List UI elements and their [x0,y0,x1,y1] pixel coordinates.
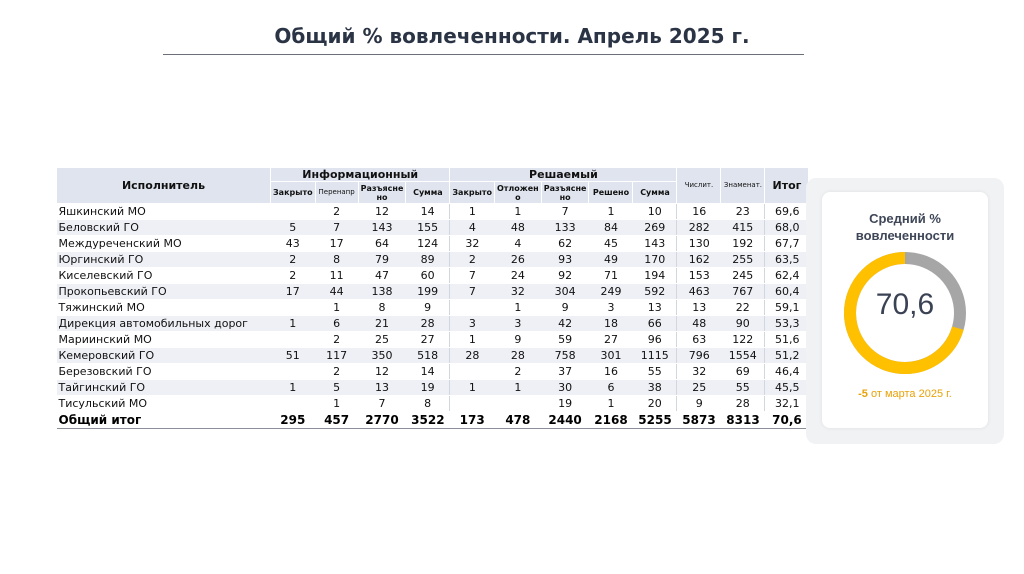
table-cell: 758 [541,348,589,364]
table-cell: 1 [494,204,541,220]
table-cell: 130 [677,236,721,252]
table-row [57,364,809,380]
table-cell: 1 [494,300,541,316]
row-executor: Тисульский МО [57,396,271,412]
table-cell [271,300,316,316]
delta-text: от марта 2025 г. [867,388,952,400]
table-cell: 63 [677,332,721,348]
table-cell [271,364,316,380]
table-cell: 12 [358,204,406,220]
table-cell: 592 [633,284,677,300]
table-row [57,300,809,316]
header-info-redirected: Перенапр [315,182,358,204]
table-cell: 23 [721,204,765,220]
card-title-line2: вовлеченности [855,228,955,243]
row-executor: Березовский ГО [57,364,271,380]
header-denominator: Знаменат. [721,168,765,204]
table-cell: 14 [406,204,450,220]
table-cell: 19 [406,380,450,396]
table-row [57,204,809,220]
table-cell: 124 [406,236,450,252]
table-cell: 48 [677,316,721,332]
table-cell: 48 [494,220,541,236]
table-cell: 14 [406,364,450,380]
table-cell: 162 [677,252,721,268]
table-cell: 66 [633,316,677,332]
total-label: Общий итог [57,412,271,429]
table-cell: 59,1 [765,300,809,316]
table-cell: 90 [721,316,765,332]
table-cell: 25 [358,332,406,348]
table-cell: 1 [450,380,495,396]
table-cell: 6 [589,380,633,396]
table-cell: 249 [589,284,633,300]
table-cell: 122 [721,332,765,348]
table-cell: 10 [633,204,677,220]
table-cell: 18 [589,316,633,332]
table-row [57,252,809,268]
table-cell: 9 [494,332,541,348]
table-cell: 518 [406,348,450,364]
row-executor: Яшкинский МО [57,204,271,220]
header-solve-closed: Закрыто [450,182,495,204]
table-cell: 13 [633,300,677,316]
table-cell: 153 [677,268,721,284]
table-cell: 64 [358,236,406,252]
header-solve-explained: Разъясне но [541,182,589,204]
header-numerator: Числит. [677,168,721,204]
total-cell: 478 [494,412,541,429]
table-cell: 4 [450,220,495,236]
table-cell: 28 [450,348,495,364]
table-cell: 143 [633,236,677,252]
header-solve-sum: Сумма [633,182,677,204]
table-row [57,380,809,396]
table-cell: 28 [721,396,765,412]
table-cell: 7 [450,284,495,300]
table-cell: 67,7 [765,236,809,252]
table-cell: 767 [721,284,765,300]
table-cell: 2 [315,364,358,380]
table-cell: 92 [541,268,589,284]
table-cell: 51 [271,348,316,364]
header-solve-postponed: Отложен о [494,182,541,204]
table-cell: 796 [677,348,721,364]
card-title-line1: Средний % [869,211,941,226]
total-cell: 5873 [677,412,721,429]
table-row [57,284,809,300]
table-cell: 282 [677,220,721,236]
table-cell: 17 [271,284,316,300]
table-cell: 138 [358,284,406,300]
header-group-info: Информационный [271,168,450,182]
table-cell: 96 [633,332,677,348]
table-cell: 350 [358,348,406,364]
table-cell: 32,1 [765,396,809,412]
table-cell: 16 [677,204,721,220]
table-cell: 59 [541,332,589,348]
table-cell: 170 [633,252,677,268]
header-itog: Итог [765,168,809,204]
table-cell: 9 [677,396,721,412]
table-cell: 19 [541,396,589,412]
table-cell: 1 [315,300,358,316]
gauge-value: 70,6 [875,288,935,321]
table-cell: 2 [315,332,358,348]
table-cell: 143 [358,220,406,236]
table-cell: 3 [589,300,633,316]
table-cell: 84 [589,220,633,236]
table-cell [271,396,316,412]
table-row [57,316,809,332]
total-cell: 8313 [721,412,765,429]
table-cell: 20 [633,396,677,412]
row-executor: Мариинский МО [57,332,271,348]
table-cell: 51,6 [765,332,809,348]
delta-value: -5 [858,388,868,400]
table-cell: 24 [494,268,541,284]
total-cell: 5255 [633,412,677,429]
table-cell: 22 [721,300,765,316]
table-cell: 30 [541,380,589,396]
table-row [57,268,809,284]
row-executor: Юргинский ГО [57,252,271,268]
table-cell: 463 [677,284,721,300]
table-cell: 51,2 [765,348,809,364]
total-cell: 295 [271,412,316,429]
table-cell: 28 [494,348,541,364]
table-cell: 21 [358,316,406,332]
table-cell: 5 [315,380,358,396]
header-info-sum: Сумма [406,182,450,204]
table-cell [271,332,316,348]
table-cell: 53,3 [765,316,809,332]
table-cell: 1 [271,380,316,396]
table-cell: 2 [494,364,541,380]
table-row [57,396,809,412]
table-cell: 8 [315,252,358,268]
table-cell: 1 [271,316,316,332]
table-cell: 11 [315,268,358,284]
table-cell: 45,5 [765,380,809,396]
table-cell: 13 [677,300,721,316]
row-executor: Междуреченский МО [57,236,271,252]
table-cell: 4 [494,236,541,252]
total-cell: 2770 [358,412,406,429]
table-cell: 89 [406,252,450,268]
table-cell: 3 [450,316,495,332]
total-cell: 457 [315,412,358,429]
engagement-card [822,192,988,428]
total-cell: 70,6 [765,412,809,429]
table-cell: 32 [494,284,541,300]
table-cell: 255 [721,252,765,268]
table-cell: 155 [406,220,450,236]
table-cell [450,364,495,380]
table-cell: 8 [406,396,450,412]
table-cell: 17 [315,236,358,252]
table-cell: 79 [358,252,406,268]
table-cell [494,396,541,412]
row-executor: Тяжинский МО [57,300,271,316]
table-cell: 71 [589,268,633,284]
row-executor: Тайгинский ГО [57,380,271,396]
table-cell: 1 [589,204,633,220]
table-cell: 7 [541,204,589,220]
table-body [57,204,809,412]
table-cell: 5 [271,220,316,236]
header-executor: Исполнитель [57,168,271,204]
table-cell: 7 [315,220,358,236]
table-cell: 7 [450,268,495,284]
table-cell: 8 [358,300,406,316]
table-cell: 38 [633,380,677,396]
table-cell: 3 [494,316,541,332]
table-cell: 2 [271,252,316,268]
table-cell: 1115 [633,348,677,364]
table-cell: 9 [406,300,450,316]
table-cell: 2 [271,268,316,284]
table-cell: 13 [358,380,406,396]
table-row [57,332,809,348]
total-cell: 3522 [406,412,450,429]
table-cell: 60 [406,268,450,284]
header-group-solve: Решаемый [450,168,677,182]
header-solve-solved: Решено [589,182,633,204]
table-cell: 1 [494,380,541,396]
table-cell: 68,0 [765,220,809,236]
table-cell: 415 [721,220,765,236]
row-executor: Беловский ГО [57,220,271,236]
table-cell: 301 [589,348,633,364]
table-cell: 27 [406,332,450,348]
table-cell: 47 [358,268,406,284]
table-cell: 1 [589,396,633,412]
table-cell: 32 [677,364,721,380]
table-row [57,348,809,364]
header-info-explained: Разъясне но [358,182,406,204]
row-executor: Прокопьевский ГО [57,284,271,300]
card-title [822,210,988,244]
table-cell: 43 [271,236,316,252]
card-delta [822,388,988,400]
table-cell: 32 [450,236,495,252]
table-cell: 49 [589,252,633,268]
total-cell: 173 [450,412,495,429]
table-cell: 46,4 [765,364,809,380]
table-cell: 25 [677,380,721,396]
table-cell: 27 [589,332,633,348]
table-cell: 6 [315,316,358,332]
table-cell: 1 [315,396,358,412]
table-row [57,236,809,252]
table-cell: 55 [633,364,677,380]
table-cell: 93 [541,252,589,268]
total-cell: 2440 [541,412,589,429]
table-cell: 26 [494,252,541,268]
table-cell: 245 [721,268,765,284]
table-row [57,220,809,236]
table-cell: 2 [315,204,358,220]
page-title: Общий % вовлеченности. Апрель 2025 г. [274,24,750,48]
table-cell [450,396,495,412]
row-executor: Киселевский ГО [57,268,271,284]
table-cell: 1 [450,204,495,220]
table-cell: 45 [589,236,633,252]
table-cell: 44 [315,284,358,300]
table-cell: 62 [541,236,589,252]
row-executor: Дирекция автомобильных дорог [57,316,271,332]
table-cell: 37 [541,364,589,380]
table-cell: 1554 [721,348,765,364]
total-row [57,412,809,429]
table-cell: 269 [633,220,677,236]
header-info-closed: Закрыто [271,182,316,204]
table-cell: 28 [406,316,450,332]
table-cell: 63,5 [765,252,809,268]
table-cell: 199 [406,284,450,300]
table-cell: 69 [721,364,765,380]
title-divider [163,54,804,55]
table-cell: 16 [589,364,633,380]
row-executor: Кемеровский ГО [57,348,271,364]
table-cell [271,204,316,220]
table-cell: 133 [541,220,589,236]
table-cell: 7 [358,396,406,412]
table-cell: 1 [450,332,495,348]
table-cell: 12 [358,364,406,380]
table-cell: 69,6 [765,204,809,220]
table-cell: 192 [721,236,765,252]
table-cell: 42 [541,316,589,332]
table-cell: 55 [721,380,765,396]
engagement-table [56,167,809,429]
table-cell: 9 [541,300,589,316]
table-cell: 304 [541,284,589,300]
table-cell: 2 [450,252,495,268]
table-cell: 194 [633,268,677,284]
table-cell: 60,4 [765,284,809,300]
table-cell: 117 [315,348,358,364]
total-cell: 2168 [589,412,633,429]
table-cell: 62,4 [765,268,809,284]
table-cell [450,300,495,316]
